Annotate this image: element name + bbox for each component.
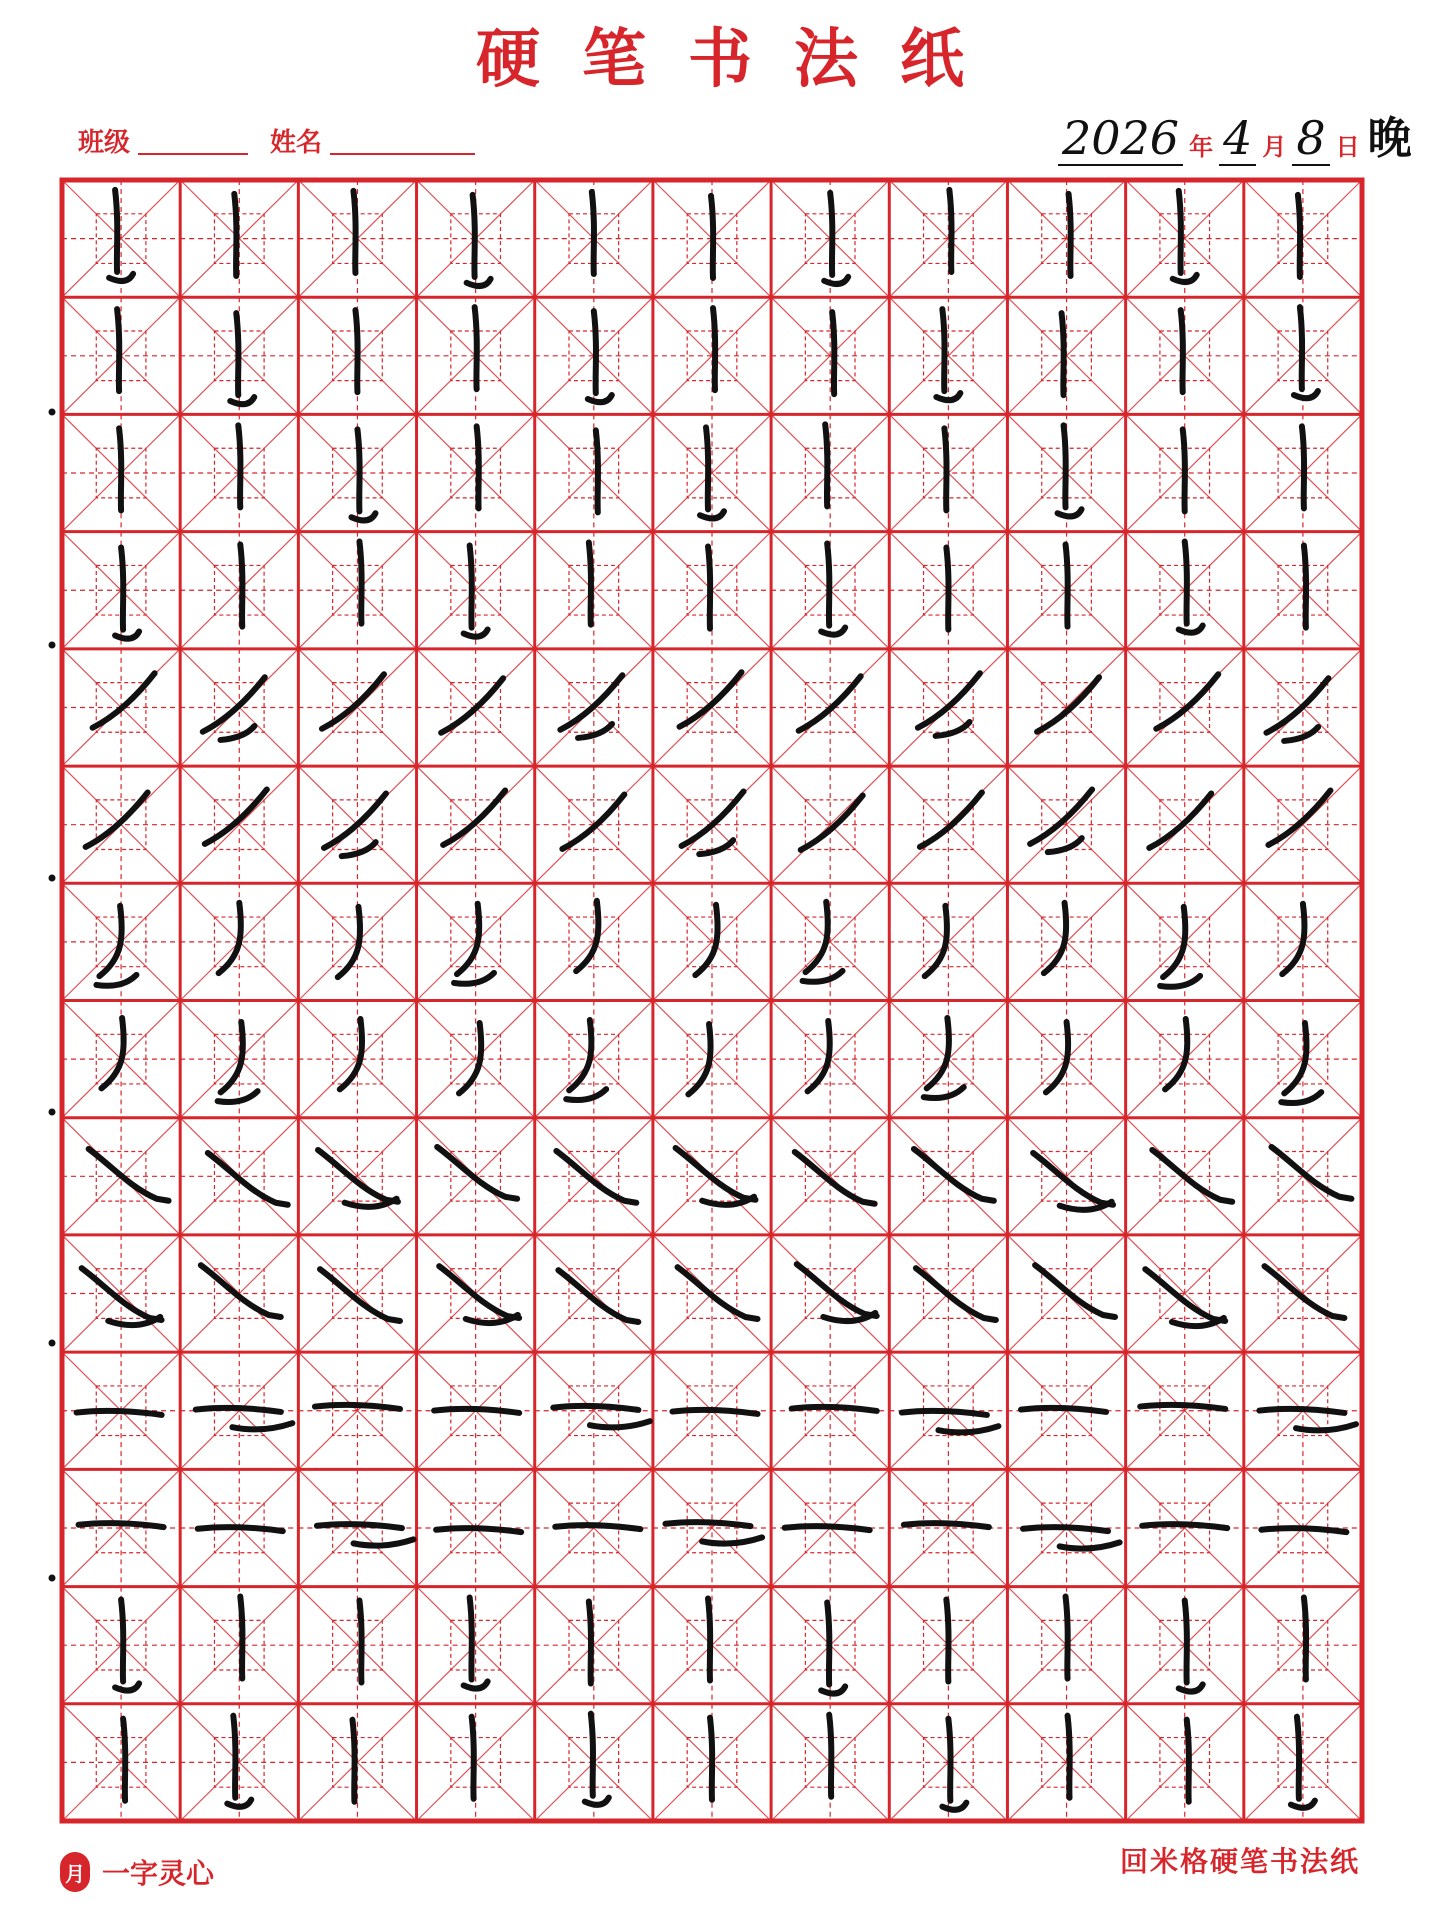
handwritten-stroke-na — [1271, 1147, 1351, 1199]
date-year-label: 年 — [1189, 133, 1214, 161]
handwritten-stroke-shu — [825, 424, 827, 506]
handwritten-stroke-shu — [596, 430, 598, 512]
date-month-label: 月 — [1262, 133, 1287, 161]
handwritten-stroke-shu — [832, 312, 834, 394]
handwritten-stroke-na — [208, 1153, 288, 1205]
handwritten-stroke-shu — [1304, 1597, 1306, 1679]
handwritten-stroke-shu — [708, 547, 710, 629]
handwritten-stroke-shu — [1298, 195, 1300, 277]
handwritten-stroke-heng — [198, 1527, 283, 1531]
handwritten-stroke-shupie — [1044, 903, 1066, 973]
handwritten-stroke-na — [89, 1149, 169, 1201]
margin-dot — [49, 875, 56, 882]
handwritten-stroke-heng — [665, 1522, 762, 1544]
handwritten-stroke-shupie — [924, 1018, 964, 1098]
handwritten-stroke-heng — [553, 1406, 650, 1428]
handwritten-stroke-shu — [1179, 1600, 1203, 1691]
handwritten-stroke-pie — [682, 791, 744, 854]
handwritten-stroke-shu — [1304, 546, 1306, 628]
handwritten-stroke-pie — [324, 793, 386, 856]
handwritten-stroke-shu — [949, 190, 951, 272]
handwritten-stroke-shu — [355, 310, 357, 392]
handwritten-stroke-heng — [1023, 1527, 1120, 1549]
handwritten-stroke-shu — [117, 309, 119, 391]
handwritten-stroke-shu — [1066, 545, 1068, 627]
date-month: 4 — [1219, 112, 1256, 166]
handwritten-stroke-na — [439, 1266, 519, 1323]
product-name: 回米格硬笔书法纸 — [1119, 1845, 1360, 1878]
handwritten-stroke-shu — [589, 543, 591, 625]
handwritten-stroke-heng — [196, 1408, 293, 1430]
handwritten-stroke-shupie — [340, 1019, 362, 1089]
handwritten-stroke-pie — [1030, 789, 1092, 852]
brand-badge-icon: 月 — [60, 1852, 90, 1892]
handwritten-stroke-na — [201, 1265, 281, 1317]
margin-dot — [49, 409, 56, 416]
handwritten-stroke-shu — [710, 1718, 712, 1800]
handwritten-stroke-shu — [353, 191, 355, 273]
handwritten-stroke-na — [914, 1149, 994, 1201]
handwritten-stroke-shu — [589, 1601, 591, 1683]
handwritten-stroke-na — [320, 1269, 400, 1321]
handwritten-stroke-shupie — [101, 1018, 123, 1088]
handwritten-stroke-shu — [946, 548, 948, 630]
handwritten-stroke-na — [558, 1270, 638, 1322]
date-suffix: 晚 — [1367, 113, 1412, 164]
handwritten-stroke-pie — [322, 674, 384, 729]
handwritten-stroke-shu — [477, 426, 479, 508]
margin-dot — [49, 1109, 56, 1116]
margin-dot — [49, 642, 56, 649]
handwritten-stroke-shu — [234, 194, 236, 276]
handwritten-stroke-shu — [467, 195, 491, 286]
handwritten-stroke-shu — [472, 1717, 474, 1799]
handwritten-stroke-shupie — [925, 906, 947, 976]
handwritten-stroke-pie — [205, 789, 267, 844]
handwritten-stroke-shu — [1066, 1596, 1068, 1678]
handwritten-stroke-heng — [902, 1411, 999, 1433]
name-label: 姓名 — [270, 128, 323, 158]
brand-name: 一字灵心 — [102, 1857, 215, 1890]
handwritten-stroke-shu — [240, 1596, 242, 1678]
handwritten-stroke-shu — [592, 192, 594, 274]
margin-dot — [49, 1340, 56, 1347]
handwritten-stroke-shu — [711, 196, 713, 278]
handwritten-stroke-shupie — [808, 1021, 830, 1091]
margin-dot — [49, 1575, 56, 1582]
handwritten-stroke-shu — [238, 425, 240, 507]
class-label: 班级 — [78, 128, 131, 158]
handwritten-stroke-pie — [1266, 678, 1328, 741]
handwritten-stroke-shu — [713, 308, 715, 390]
handwritten-stroke-na — [437, 1147, 517, 1199]
handwritten-stroke-shupie — [695, 905, 717, 975]
handwritten-stroke-pie — [1037, 677, 1099, 732]
handwritten-stroke-shupie — [219, 903, 241, 973]
handwritten-stroke-shupie — [566, 1020, 606, 1100]
date-day-label: 日 — [1335, 133, 1360, 161]
handwritten-stroke-na — [797, 1264, 877, 1321]
date-year: 2026 — [1058, 112, 1183, 166]
handwritten-stroke-shupie — [1046, 1022, 1068, 1092]
handwritten-stroke-shu — [821, 544, 845, 635]
handwritten-stroke-shu — [1062, 313, 1064, 395]
handwritten-stroke-shu — [946, 1599, 948, 1681]
handwritten-stroke-na — [795, 1152, 875, 1204]
handwritten-stroke-pie — [203, 677, 265, 740]
handwritten-stroke-na — [1033, 1153, 1113, 1210]
handwritten-stroke-shu — [1183, 429, 1185, 511]
handwritten-stroke-shupie — [1281, 1023, 1321, 1103]
handwritten-stroke-na — [1035, 1265, 1115, 1317]
handwritten-stroke-shu — [240, 545, 242, 627]
handwritten-stroke-shu — [352, 1720, 354, 1802]
handwritten-stroke-na — [556, 1151, 636, 1203]
handwritten-stroke-pie — [1268, 790, 1330, 845]
page-title: 硬笔书法纸 — [476, 22, 1006, 97]
handwritten-stroke-shupie — [1165, 1019, 1187, 1089]
handwritten-stroke-shupie — [1282, 904, 1304, 974]
handwritten-stroke-shu — [123, 1719, 125, 1801]
brand-logo — [60, 1852, 214, 1892]
handwritten-stroke-shu — [119, 428, 121, 510]
handwritten-stroke-heng — [785, 1526, 870, 1530]
handwritten-stroke-heng — [1259, 1409, 1356, 1431]
handwritten-stroke-shu — [588, 311, 612, 402]
handwritten-stroke-shu — [708, 1598, 710, 1680]
handwritten-stroke-shu — [1068, 1716, 1070, 1798]
handwritten-stroke-pie — [680, 672, 742, 727]
handwritten-stroke-pie — [443, 790, 505, 845]
handwritten-stroke-shupie — [459, 1023, 481, 1093]
handwritten-stroke-shu — [1187, 1720, 1189, 1802]
handwritten-stroke-shu — [944, 428, 946, 510]
handwritten-stroke-shu — [1181, 310, 1183, 392]
handwritten-stroke-shu — [829, 1715, 831, 1797]
handwritten-stroke-pie — [920, 792, 982, 847]
handwritten-stroke-shu — [359, 542, 361, 624]
handwritten-stroke-shu — [1069, 194, 1071, 276]
handwritten-stroke-heng — [77, 1411, 162, 1415]
handwritten-stroke-heng — [1261, 1528, 1346, 1532]
handwritten-stroke-shu — [1302, 426, 1304, 508]
date-day: 8 — [1292, 112, 1329, 166]
handwritten-stroke-pie — [560, 675, 622, 738]
handwritten-stroke-shu — [359, 1600, 361, 1682]
handwritten-stroke-shu — [475, 307, 477, 389]
